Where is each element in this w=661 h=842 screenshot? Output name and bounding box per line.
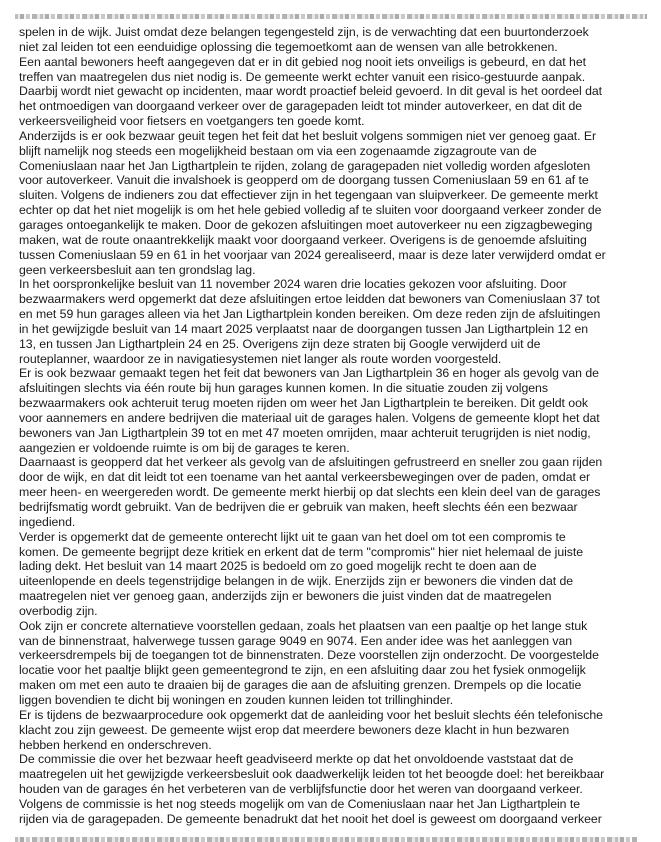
text-line: bezwaarmakers werd opgemerkt dat deze afsluitingen ertoe leidden dat bewoners van Comeniuslaan 37 tot (19, 292, 600, 307)
text-line: maken om met een auto te draaien bij de garages die aan de afsluiting grenzen. Drempels op die locatie (19, 678, 582, 693)
text-line: niet zal leiden tot een eenduidige oplossing die tegemoetkomt aan de wensen van alle betrokkenen. (19, 39, 558, 54)
text-line: Daarbij wordt niet gewacht op incidenten, maar wordt proactief beleid gevoerd. In dit geval is het oordeel dat (19, 84, 603, 99)
paragraph (19, 455, 647, 529)
paragraph (19, 129, 647, 277)
text-line: Volgens de commissie is het nog steeds mogelijk om van de Comeniuslaan naar het Jan Ligthartplein te (19, 796, 580, 811)
text-line: garages ontoegankelijk te maken. Door de gekozen afsluitingen moet autoverkeer nu een zigzagbeweging (19, 217, 593, 232)
text-line: geen verkeersbesluit aan ten grondslag lag. (19, 262, 256, 277)
text-line: Er is tijdens de bezwaarprocedure ook opgemerkt dat de aanleiding voor het besluit slechts één telefonische (19, 707, 603, 722)
text-line: blijft namelijk nog steeds een mogelijkheid bestaan om via een zogenaamde zigzagroute van de (19, 143, 537, 158)
text-line: het ontmoedigen van doorgaand verkeer over de garagepaden leidt tot minder autoverkeer, en dat dit de (19, 99, 583, 114)
text-line: locatie voor het paaltje blijkt geen gemeentegrond te zijn, en een afsluiting daar zou het fysiek onmogelijk (19, 663, 586, 678)
paragraph (19, 366, 647, 455)
text-line: bedrijfsmatig wordt gebruikt. Van de bedrijven die er gebruik van maken, heeft slechts één een bezwaar (19, 500, 578, 514)
text-line: echter op dat het niet mogelijk is om het hele gebied volledig af te sluiten voor doorgaand verkeer zonder de (19, 203, 602, 218)
text-line: tussen Comeniuslaan 59 en 61 in het voorjaar van 2024 gerealiseerd, maar is deze later verwijderd omdat er (19, 247, 606, 262)
text-line: komen. De gemeente begrijpt deze kritiek en erkent dat de term "compromis" hier niet helemaal de juiste (19, 544, 584, 559)
text-line: aangezien er voldoende ruimte is om bij de garages te keren. (19, 440, 350, 455)
text-line: houden van de garages én het verbeteren van de verblijfsfunctie door het weren van doorgaand verkeer. (19, 782, 583, 797)
text-line: afsluitingen slechts via één route bij hun garages kunnen komen. In die situatie zouden zij volgens (19, 381, 548, 396)
text-line: voor autoverkeer. Vanuit die invalshoek is geopperd om de doorgang tussen Comeniuslaan 59 en 61 af te (19, 173, 589, 188)
text-line: maatregelen niet ver genoeg gaan, anderzijds zijn er bewoners die juist vinden dat de maatregelen (19, 589, 552, 604)
text-line: maatregelen uit het gewijzigde verkeersbesluit ook daadwerkelijk leiden tot het beoogde doel: het bereikbaar (19, 767, 605, 782)
text-line: bezwaarmakers ook achteruit terug moeten rijden om weer het Jan Ligthartplein te bereiken. Dit geldt ook (19, 396, 588, 411)
text-line: van de binnenstraat, halverwege tussen garage 9049 en 9074. Een ander idee was het aanleggen van (19, 633, 573, 648)
text-line: Een aantal bewoners heeft aangegeven dat er in dit gebied nog nooit iets onveiligs is gebeurd, en dat het (19, 54, 586, 69)
text-line: maken, wat de route onaantrekkelijk maakt voor doorgaand verkeer. Overigens is de genoemde afsluiting (19, 232, 587, 247)
text-line: De commissie die over het bezwaar heeft geadviseerd merkte op dat het onvoldoende vaststaat dat de (19, 752, 574, 767)
paragraph (19, 619, 647, 708)
text-line: sluiten. Volgens de indieners zou dat effectiever zijn in het tegengaan van sluipverkeer. De gemeente merkt (19, 188, 598, 203)
paragraph (19, 530, 647, 619)
text-line: routeplanner, waardoor ze in navigatiesystemen niet langer als route worden voorgesteld. (19, 351, 502, 366)
text-line: door de wijk, en dat dit leidt tot een toename van het aantal verkeersbewegingen over de paden, omdat er (19, 470, 591, 485)
text-line: rijden via de garagepaden. De gemeente benadrukt dat het nooit het doel is geweest om doorgaand verkeer (19, 811, 602, 826)
text-line: treffen van maatregelen dus niet nodig is. De gemeente werkt echter vanuit een risico-gestuurde aanpak. (19, 69, 586, 84)
text-line: overbodig zijn. (19, 603, 98, 618)
paragraph (19, 277, 647, 366)
text-line: bewoners van Jan Ligthartplein 39 tot en met 47 moeten omrijden, maar achteruit terugrijden is niet nodig, (19, 425, 591, 440)
text-line: verkeersveiligheid voor fietsers en voetgangers ten goede komt. (19, 114, 365, 129)
paragraph (19, 752, 647, 826)
text-line: in het gewijzigde besluit van 14 maart 2025 verplaatst naar de doorgangen tussen Jan Ligthartplein 12 en (19, 321, 589, 336)
text-line: Comeniuslaan naar het Jan Ligthartplein te rijden, zolang de garagepaden niet volledig worden afgesloten (19, 158, 591, 173)
text-line: meer heen- en weergereden wordt. De gemeente merkt hierbij op dat slechts een klein deel van de garages (19, 485, 601, 500)
paragraph (19, 708, 647, 753)
text-line: en met 59 hun garages alleen via het Jan Ligthartplein konden bereiken. Om deze reden zijn de afsluitingen (19, 307, 601, 322)
text-line: spelen in de wijk. Juist omdat deze belangen tegengesteld zijn, is de verwachting dat een buurtonderzoek (19, 25, 589, 39)
paragraph (19, 55, 647, 129)
text-line: Ook zijn er concrete alternatieve voorstellen gedaan, zoals het plaatsen van een paaltje op het lange stuk (19, 618, 588, 633)
text-line: Verder is opgemerkt dat de gemeente onterecht lijkt uit te gaan van het doel om tot een compromis te (19, 529, 566, 544)
text-line: lading dekt. Het besluit van 14 maart 2025 is bedoeld om zo goed mogelijk recht te doen aan de (19, 559, 537, 574)
paragraph (19, 25, 647, 55)
text-line: verkeersdrempels bij de toegangen tot de binnenstraten. Deze voorstellen zijn onderzocht. De voorgestelde (19, 648, 599, 663)
text-line: 13, en tussen Jan Ligthartplein 24 en 25. Overigens zijn deze straten bij Google verwijderd uit de (19, 336, 541, 351)
clipped-text-line-top (15, 14, 647, 19)
document-body (19, 25, 647, 827)
text-line: hebben herkend en onderschreven. (19, 737, 212, 752)
text-line: voor aannemers en andere bedrijven die materiaal uit de garages halen. Volgens de gemeente klopt het dat (19, 410, 600, 425)
text-line: liggen bovendien te dicht bij woningen en zouden kunnen leiden tot trillinghinder. (19, 692, 454, 707)
text-line: uiteenlopende en deels tegenstrijdige belangen in de wijk. Enerzijds zijn er bewoners die vinden dat de (19, 574, 574, 589)
text-line: Daarnaast is geopperd dat het verkeer als gevolg van de afsluitingen gefrustreerd en sneller zou gaan rijden (19, 455, 603, 470)
text-line: ingediend. (19, 514, 76, 529)
text-line: Anderzijds is er ook bezwaar geuit tegen het feit dat het besluit volgens sommigen niet ver genoeg gaat. Er (19, 128, 597, 143)
text-line: In het oorspronkelijke besluit van 11 november 2024 waren drie locaties gekozen voor afsluiting. Door (19, 277, 567, 292)
text-line: Er is ook bezwaar gemaakt tegen het feit dat bewoners van Jan Ligthartplein 36 en hoger als gevolg van de (19, 366, 599, 381)
text-line: klacht zou zijn geweest. De gemeente wijst erop dat meerdere bewoners deze klacht in hun bezwaren (19, 722, 570, 737)
